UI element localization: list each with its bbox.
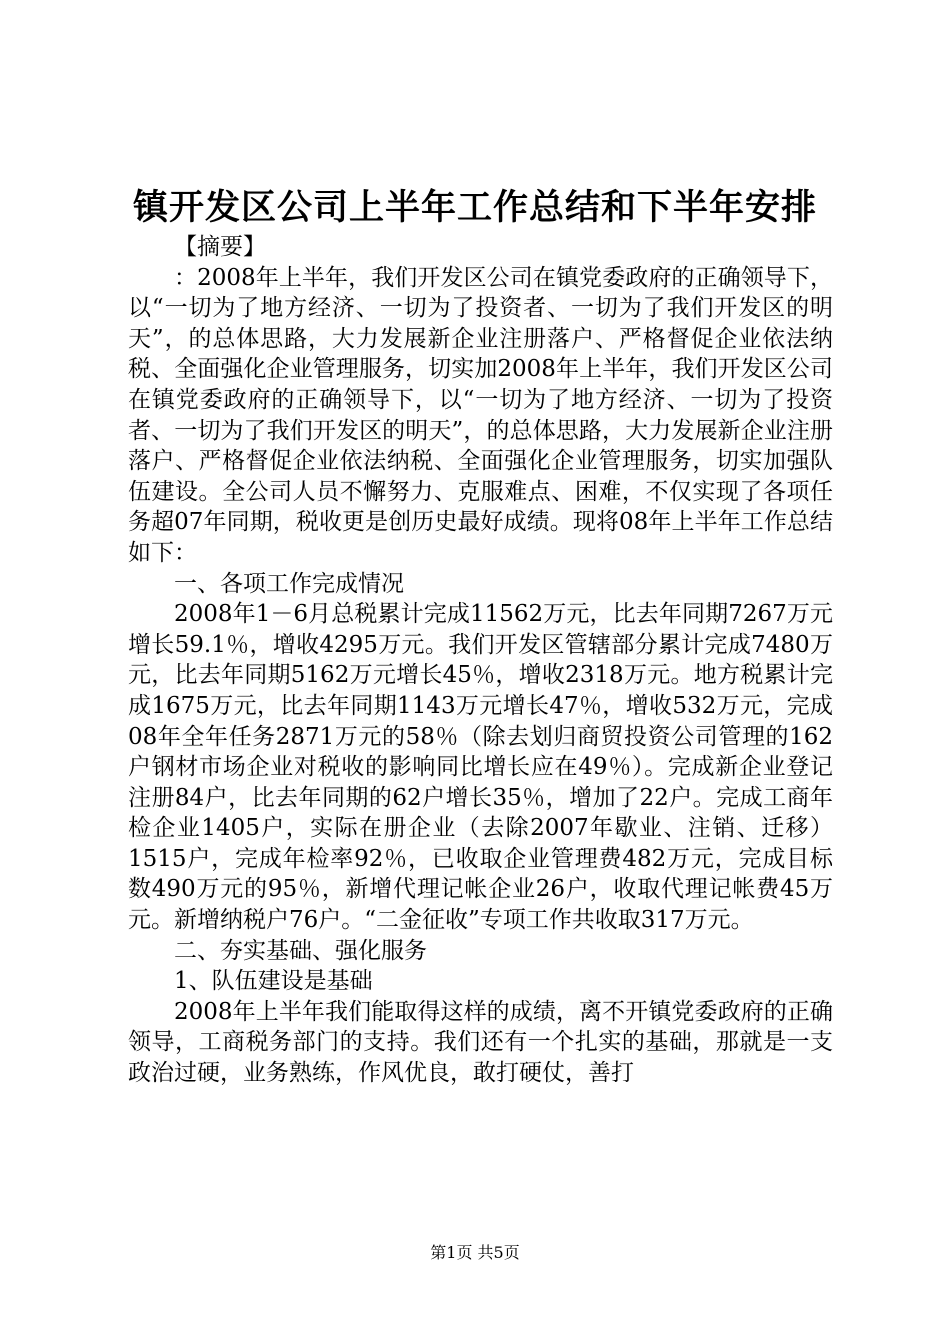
- document-title: 镇开发区公司上半年工作总结和下半年安排: [132, 187, 817, 228]
- abstract-paragraph: ：2008年上半年，我们开发区公司在镇党委政府的正确领导下，以“一切为了地方经济、一切为了投资者、一切为了我们开发区的明天”，的总体思路，大力发展新企业注册落户、严格督促企业依法纳税、全面强化企业管理服务，切实加2008年上半年，我们开发区公司在镇党委政府的正确领导下，以“一切为了地方经济、一切为了投资者、一切为了我们开发区的明天”，的总体思路，大力发展新企业注册落户、严格督促企业依法纳税、全面强化企业管理服务，切实加强队伍建设。全公司人员不懈努力、克服难点、困难，不仅实现了各项任务超07年同期，税收更是创历史最好成绩。现将08年上半年工作总结如下：: [128, 264, 833, 566]
- subsection-heading-1: 1、队伍建设是基础: [174, 968, 373, 995]
- team-paragraph: 2008年上半年我们能取得这样的成绩，离不开镇党委政府的正确领导，工商税务部门的支持。我们还有一个扎实的基础，那就是一支政治过硬，业务熟练，作风优良，敢打硬仗，善打: [128, 998, 833, 1087]
- document-body: [128, 232, 833, 1089]
- section-heading-2: 二、夯实基础、强化服务: [174, 937, 427, 964]
- abstract-heading: 【摘要】: [174, 234, 266, 260]
- section-heading-1: 一、各项工作完成情况: [174, 570, 404, 597]
- results-paragraph: 2008年1－6月总税累计完成11562万元，比去年同期7267万元增长59.1％，增收4295万元。我们开发区管辖部分累计完成7480万元，比去年同期5162万元增长45％，增收2318万元。地方税累计完成1675万元，比去年同期1143万元增长47％，增收532万元，完成08年全年任务2871万元的58％（除去划归商贸投资公司管理的162户钢材市场企业对税收的影响同比增长应在49％）。完成新企业登记注册84户，比去年同期的62户增长35％，增加了22户。完成工商年检企业1405户，实际在册企业（去除2007年歇业、注销、迁移）1515户，完成年检率92％，已收取企业管理费482万元，完成目标数490万元的95％，新增代理记帐企业26户，收取代理记帐费45万元。新增纳税户76户。“二金征收”专项工作共收取317万元。: [128, 601, 833, 934]
- page-number-footer: 第1页 共5页: [430, 1243, 520, 1262]
